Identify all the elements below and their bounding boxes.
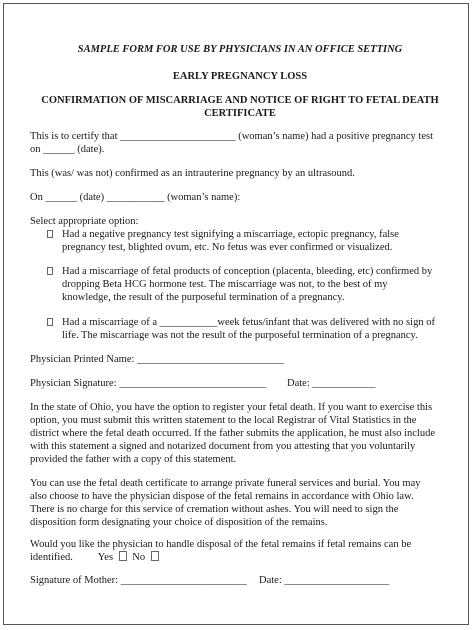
option-checkbox[interactable]: [47, 230, 53, 238]
option-text-line2: life. The miscarriage was not the result of the purposeful termination of a pregnancy.: [62, 330, 418, 341]
no-checkbox[interactable]: [151, 551, 159, 561]
option-text-line2: dropping Beta HCG hormone test. The miscarriage was not, to the best of my: [62, 279, 388, 290]
ohio-para-line4: with this statement a signed and notarized document from you attesting that you voluntarily: [30, 441, 416, 452]
form-title: EARLY PREGNANCY LOSS: [172, 71, 308, 82]
option-text-line3: knowledge, the result of the purposeful termination of a pregnancy.: [62, 292, 345, 303]
mother-signature-field[interactable]: Signature of Mother: ________________________: [30, 575, 247, 586]
option-text-line1: Had a miscarriage of fetal products of conception (placenta, bleeding, etc) confirmed by: [62, 266, 433, 277]
option-text-line2: pregnancy test, blighted ovum, etc. No fetus was ever confirmed or visualized.: [62, 242, 393, 253]
option-text-line1: Had a miscarriage of a ___________week fetus/infant that was delivered with no sign of: [62, 317, 435, 328]
option-checkbox[interactable]: [47, 318, 53, 326]
certify-line1: This is to certify that ______________________ (woman’s name) had a positive pregnancy test: [30, 131, 434, 142]
select-option-label: Select appropriate option:: [30, 216, 139, 227]
option-week-fetus[interactable]: [47, 316, 447, 342]
option-miscarriage-products[interactable]: [47, 265, 447, 304]
option-checkbox[interactable]: [47, 267, 53, 275]
physician-signature-field[interactable]: Physician Signature: ____________________________: [30, 378, 267, 389]
disposal-question-line2: [30, 551, 450, 564]
physician-printed-name-field[interactable]: Physician Printed Name: ____________________________: [30, 354, 285, 365]
option-negative-test[interactable]: [47, 228, 447, 254]
certify-line2: on ______ (date).: [30, 144, 105, 155]
yes-label: Yes: [97, 552, 114, 563]
funeral-para-line2: also choose to have the physician dispose of the fetal remains in accordance with Ohio law.: [30, 491, 414, 502]
disposal-question-prefix: identified.: [30, 552, 73, 563]
mother-date-field[interactable]: Date: ____________________: [259, 575, 390, 586]
form-subtitle-line1: CONFIRMATION OF MISCARRIAGE AND NOTICE OF RIGHT TO FETAL DEATH: [41, 95, 439, 106]
ohio-para-line5: provided the father with a copy of this statement.: [30, 454, 237, 465]
physician-date-field[interactable]: Date: ____________: [287, 378, 376, 389]
ohio-para-line1: In the state of Ohio, you have the option to register your fetal death. If you want to exercise this: [30, 402, 433, 413]
yes-checkbox[interactable]: [119, 551, 127, 561]
disposal-question-line1: Would you like the physician to handle disposal of the fetal remains if fetal remains can be: [30, 539, 412, 550]
on-date-line: On ______ (date) ___________ (woman’s name):: [30, 192, 241, 203]
no-label: No: [132, 552, 146, 563]
funeral-para-line3: There is no charge for this service of cremation without ashes. You will need to sign the: [30, 504, 399, 515]
ohio-para-line3: district where the fetal death occurred. If the father submits the application, he must also include: [30, 428, 435, 439]
funeral-para-line1: You can use the fetal death certificate to arrange private funeral services and burial. You may: [30, 478, 421, 489]
option-text-line1: Had a negative pregnancy test signifying a miscarriage, ectopic pregnancy, false: [62, 229, 399, 240]
ohio-para-line2: option, you must submit this written statement to the local Registrar of Vital Statistics in the: [30, 415, 417, 426]
funeral-para-line4: disposition form designating your choice of disposition of the remains.: [30, 517, 328, 528]
form-subtitle-line2: CERTIFICATE: [204, 108, 276, 119]
sample-form-line: SAMPLE FORM FOR USE BY PHYSICIANS IN AN OFFICE SETTING: [77, 44, 403, 55]
ultrasound-line: This (was/ was not) confirmed as an intrauterine pregnancy by an ultrasound.: [30, 168, 355, 179]
